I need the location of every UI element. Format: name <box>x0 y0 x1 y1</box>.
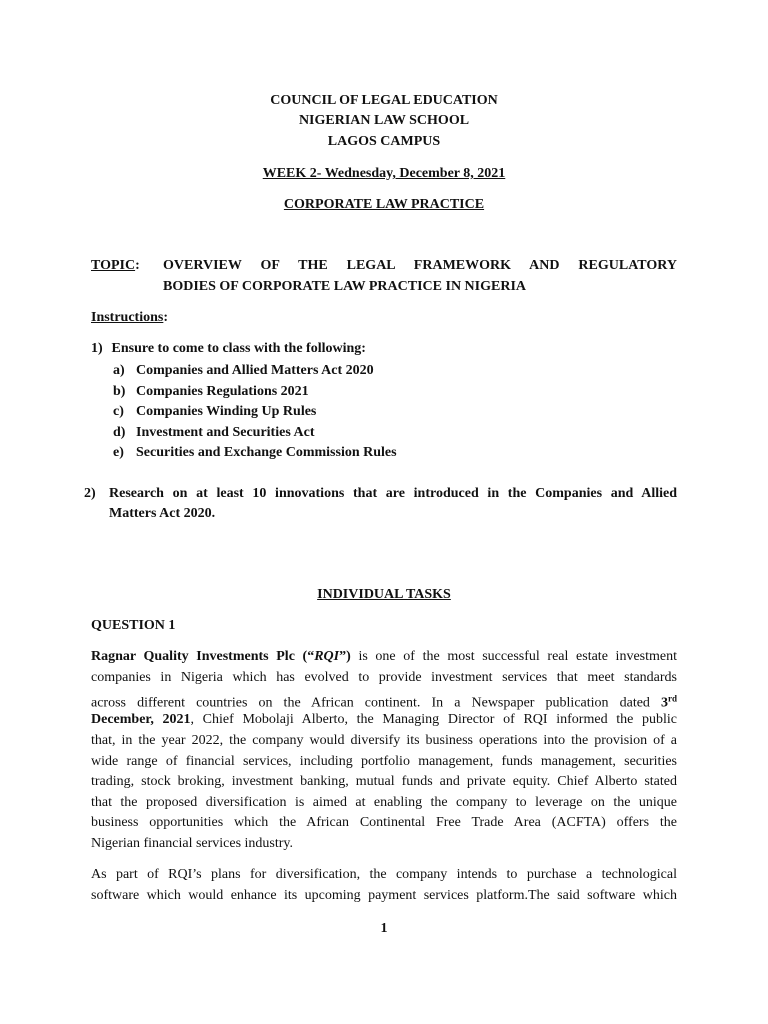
instruction-item-2-line-2: Matters Act 2020. <box>109 506 216 521</box>
date-month-year: December, 2021 <box>91 712 191 727</box>
instruction-item-2-line-1: Research on at least 10 innovations that are introduced in the Companies and Allied <box>109 486 677 501</box>
question-line-7: trading, stock broking, investment banking, mutual funds and private equity. Chief Alberto stated <box>91 774 677 789</box>
tasks-heading: INDIVIDUAL TASKS <box>317 587 451 602</box>
question-line-6: wide range of financial services, including portfolio management, funds management, securities <box>91 754 677 769</box>
instruction-item-1 <box>91 341 366 357</box>
list-item-label: e) <box>113 445 124 460</box>
list-item-text: Companies and Allied Matters Act 2020 <box>136 363 374 378</box>
list-item <box>113 443 397 463</box>
date-suffix: rd <box>668 693 677 703</box>
list-item-text: Companies Winding Up Rules <box>136 404 317 419</box>
paragraph-2-line-1: As part of RQI’s plans for diversification, the company intends to purchase a technological <box>91 867 677 882</box>
header-week: WEEK 2- Wednesday, December 8, 2021 <box>262 166 506 181</box>
list-item-text: Investment and Securities Act <box>136 425 315 440</box>
header-campus: LAGOS CAMPUS <box>327 134 441 149</box>
date-day: 3 <box>661 695 668 711</box>
instruction-number: 1) <box>91 341 103 356</box>
question-line-1 <box>91 646 677 667</box>
topic-label: TOPIC <box>91 258 136 273</box>
list-item-text: Securities and Exchange Commission Rules <box>136 445 397 460</box>
question-line-4-rest: , Chief Mobolaji Alberto, the Managing Director of RQI informed the public <box>190 712 678 727</box>
company-abbrev-close: ”) <box>339 649 351 664</box>
list-item-text: Companies Regulations 2021 <box>136 384 309 399</box>
paragraph-2-line-2: software which would enhance its upcoming payment services platform.The said software which <box>91 888 677 903</box>
list-item <box>113 382 309 402</box>
question-line-4 <box>91 709 677 730</box>
list-item <box>113 402 316 422</box>
question-line-3 <box>91 688 677 709</box>
instruction-text: Ensure to come to class with the following: <box>111 341 366 356</box>
question-line-8: that the proposed diversification is aimed at enabling the company to leverage on the unique <box>91 795 677 810</box>
topic-colon: : <box>135 258 140 273</box>
instructions-heading: Instructions <box>91 310 164 325</box>
header-council: COUNCIL OF LEGAL EDUCATION <box>270 93 498 108</box>
instructions-heading-wrap <box>91 310 168 326</box>
instruction-item-2-number: 2) <box>84 486 96 501</box>
header-course: CORPORATE LAW PRACTICE <box>283 197 485 212</box>
list-item <box>113 361 374 381</box>
page-number: 1 <box>380 921 388 936</box>
question-line-5: that, in the year 2022, the company would diversify its business operations into the provision of a <box>91 733 677 748</box>
list-item-label: c) <box>113 404 124 419</box>
question-heading: QUESTION 1 <box>91 618 176 633</box>
company-name: Ragnar Quality Investments Plc (“ <box>91 649 315 664</box>
list-item-label: a) <box>113 363 125 378</box>
instructions-colon: : <box>163 310 169 325</box>
list-item-label: d) <box>113 425 126 440</box>
question-line-10: Nigerian financial services industry. <box>91 836 294 851</box>
question-line-9: business opportunities which the African Continental Free Trade Area (ACFTA) offers the <box>91 815 677 830</box>
question-line-2: companies in Nigeria which has evolved to provide investment services that meet standards <box>91 670 677 685</box>
topic-label-wrap <box>91 258 140 274</box>
question-line-1-rest: is one of the most successful real estate investment <box>350 649 677 664</box>
topic-line-1: OVERVIEW OF THE LEGAL FRAMEWORK AND REGULATORY <box>163 258 677 273</box>
question-line-3-text: across different countries on the African continent. In a Newspaper publication dated <box>91 695 661 711</box>
topic-line-2: BODIES OF CORPORATE LAW PRACTICE IN NIGERIA <box>163 279 527 294</box>
list-item <box>113 423 315 443</box>
company-abbrev: RQI <box>314 649 340 664</box>
list-item-label: b) <box>113 384 126 399</box>
header-school: NIGERIAN LAW SCHOOL <box>298 113 470 128</box>
